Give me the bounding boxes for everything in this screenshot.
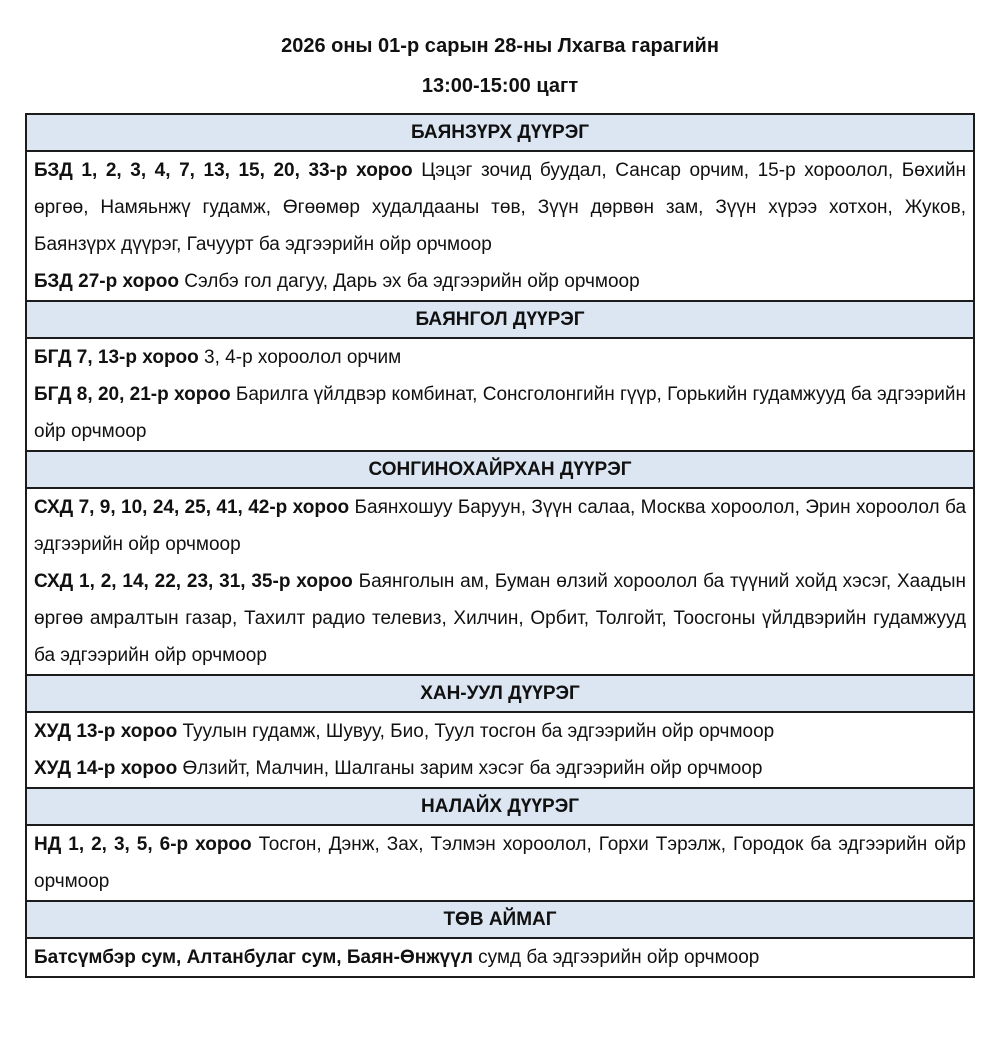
section-body-nalaikh (27, 826, 973, 900)
khoroo-list: БЗД 27-р хороо (34, 271, 179, 292)
doc-title-time: 13:00-15:00 цагт (421, 75, 579, 97)
location-list: Баянхошуу Баруун, Зүүн салаа, Москва хороолол, Эрин хороолол ба эдгээрийн ойр орчмоор (34, 497, 967, 555)
outage-entry (34, 750, 966, 787)
soum-list: Батсүмбэр сум, Алтанбулаг сум, Баян-Өнжүүл (34, 947, 473, 968)
section-header-bayangol: БАЯНГОЛ ДҮҮРЭГ (27, 300, 973, 339)
location-list: Өлзийт, Малчин, Шалганы зарим хэсэг ба эдгээрийн ойр орчмоор (182, 758, 763, 779)
section-body-songinokhairkhan (27, 489, 973, 674)
location-list: Сэлбэ гол дагуу, Дарь эх ба эдгээрийн ойр орчмоор (184, 271, 640, 292)
khoroo-list: ХУД 13-р хороо (34, 721, 178, 742)
outage-entry (34, 489, 966, 563)
location-list: Цэцэг зочид буудал, Сансар орчим, 15-р хороолол, Бөхийн өргөө, Намяьнжү гудамж, Өгөөмөр худалдааны төв, Зүүн дөрвөн зам, Зүүн хүрээ хотхон, Жуков, Баянзүрх дүүрэг, Гачуурт ба эдгээрийн ойр орчмоор (34, 160, 966, 255)
khoroo-list: ХУД 14-р хороо (34, 758, 178, 779)
location-list: Барилга үйлдвэр комбинат, Сонсголонгийн гүүр, Горькийн гудамжууд ба эдгээрийн ойр орчмоор (34, 384, 966, 442)
section-body-bayanzurkh (27, 152, 973, 300)
section-body-khan-uul (27, 713, 973, 787)
section-header-bayanzurkh: БАЯНЗҮРХ ДҮҮРЭГ (27, 115, 973, 152)
outage-entry (34, 339, 966, 376)
location-list: 3, 4-р хороолол орчим (204, 347, 402, 368)
outage-entry (34, 826, 966, 900)
section-header-khan-uul: ХАН-УУЛ ДҮҮРЭГ (27, 674, 973, 713)
outage-entry (34, 263, 966, 300)
khoroo-list: СХД 1, 2, 14, 22, 23, 31, 35-р хороо (34, 571, 353, 592)
location-list: Баянголын ам, Буман өлзий хороолол ба түүний хойд хэсэг, Хаадын өргөө амралтын газар, Тахилт радио телевиз, Хилчин, Орбит, Толгойт, Тоосгоны үйлдвэрийн гудамжууд ба эдгээрийн ойр орчмоор (34, 571, 966, 666)
section-header-nalaikh: НАЛАЙХ ДҮҮРЭГ (27, 787, 973, 826)
location-list: сумд ба эдгээрийн ойр орчмоор (478, 947, 760, 968)
section-body-tuv-aimag (27, 939, 973, 976)
section-header-tuv-aimag: ТӨВ АЙМАГ (27, 900, 973, 939)
section-body-bayangol (27, 339, 973, 450)
outage-entry (34, 563, 966, 674)
khoroo-list: БГД 7, 13-р хороо (34, 347, 199, 368)
outage-entry (34, 939, 966, 976)
doc-title-date: 2026 оны 01-р сарын 28-ны Лхагва гарагийн (281, 35, 719, 57)
location-list: Туулын гудамж, Шувуу, Био, Туул тосгон ба эдгээрийн ойр орчмоор (182, 721, 775, 742)
khoroo-list: БГД 8, 20, 21-р хороо (34, 384, 231, 405)
outage-entry (34, 152, 966, 263)
khoroo-list: СХД 7, 9, 10, 24, 25, 41, 42-р хороо (34, 497, 350, 518)
khoroo-list: БЗД 1, 2, 3, 4, 7, 13, 15, 20, 33-р хороо (34, 160, 413, 181)
outage-schedule-table (25, 113, 975, 978)
outage-entry (34, 376, 966, 450)
outage-entry (34, 713, 966, 750)
doc-title (0, 0, 1000, 99)
khoroo-list: НД 1, 2, 3, 5, 6-р хороо (34, 834, 252, 855)
location-list: Тосгон, Дэнж, Зах, Тэлмэн хороолол, Горхи Тэрэлж, Городок ба эдгээрийн ойр орчмоор (34, 834, 966, 892)
section-header-songinokhairkhan: СОНГИНОХАЙРХАН ДҮҮРЭГ (27, 450, 973, 489)
